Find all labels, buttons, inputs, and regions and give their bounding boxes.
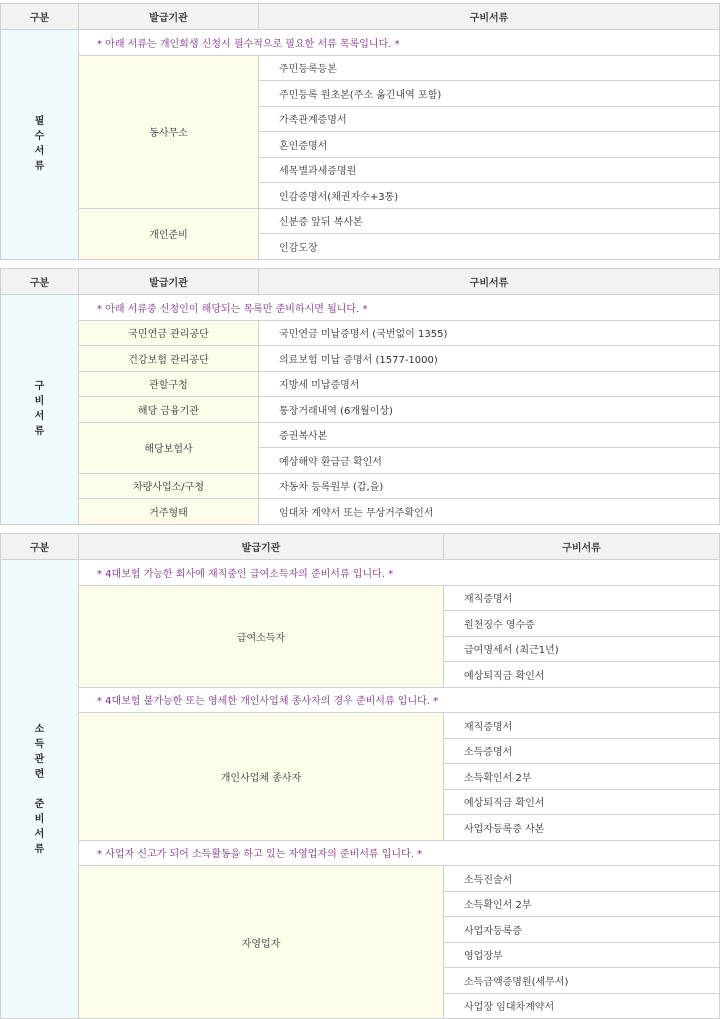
category-cell [1,295,79,525]
document-item: 주민등록등본 [259,55,720,81]
category-char: 관 [34,753,45,765]
income-documents-table [0,533,720,1019]
document-item: 재직증명서 [444,713,720,739]
document-item: 예상퇴직금 확인서 [444,662,720,688]
document-item: 예상해약 환급금 확인서 [259,448,720,474]
header-agency: 발급기관 [79,4,259,30]
section-note: * 아래 서류중 신청인이 해당되는 목록만 준비하시면 됩니다. * [79,295,720,321]
document-item: 영업장부 [444,942,720,968]
section-note: * 4대보험 불가능한 또는 영세한 개인사업체 종사자의 경우 준비서류 입니다. * [79,687,720,713]
document-item: 신분증 앞뒤 복사본 [259,208,720,234]
document-item: 소득확인서 2부 [444,764,720,790]
document-item: 소득진술서 [444,866,720,892]
optional-documents-table [0,268,720,525]
category-char: 서 [34,828,45,840]
header-agency: 발급기관 [79,534,444,560]
category-char: 비 [34,813,45,825]
header-category: 구분 [1,534,79,560]
category-char: 필 [34,116,45,128]
category-cell [1,560,79,1019]
agency-cell: 개인준비 [79,208,259,259]
section-note: * 4대보험 가능한 회사에 재직중인 급여소득자의 준비서류 입니다. * [79,560,720,586]
document-item: 주민등록 원초본(주소 옮긴내역 포함) [259,81,720,107]
category-char: 준 [34,798,45,810]
agency-cell: 개인사업체 종사자 [79,713,444,841]
document-item: 임대차 계약서 또는 무상거주확인서 [259,499,720,525]
document-item: 자동차 등록원부 (갑,을) [259,473,720,499]
agency-cell: 해당보험사 [79,422,259,473]
section-note: * 아래 서류는 개인회생 신청시 필수적으로 필요한 서류 목록입니다. * [79,30,720,56]
agency-cell: 건강보험 관리공단 [79,346,259,372]
agency-cell: 차량사업소/구청 [79,473,259,499]
document-item: 가족관계증명서 [259,106,720,132]
required-documents-table [0,3,720,260]
document-item: 국민연금 미납증명서 (국번없이 1355) [259,320,720,346]
document-item: 급여명세서 (최근1년) [444,636,720,662]
category-char: 비 [34,396,45,408]
category-char: 득 [34,738,45,750]
category-char: 련 [34,768,45,780]
header-category: 구분 [1,4,79,30]
agency-cell: 거주형태 [79,499,259,525]
category-char: 구 [34,381,45,393]
document-item: 사업자등록증 [444,917,720,943]
document-item: 원천징수 영수증 [444,611,720,637]
category-char: 소 [34,723,45,735]
document-item: 예상퇴직금 확인서 [444,789,720,815]
document-item: 재직증명서 [444,585,720,611]
document-item: 통장거래내역 (6개월이상) [259,397,720,423]
document-item: 혼인증명서 [259,132,720,158]
section-note: * 사업자 신고가 되어 소득활동을 하고 있는 자영업자의 준비서류 입니다. * [79,840,720,866]
category-char: 류 [34,161,45,173]
category-char: 서 [34,411,45,423]
document-item: 인감증명서(채권자수+3통) [259,183,720,209]
document-item: 사업자등록증 사본 [444,815,720,841]
agency-cell: 자영업자 [79,866,444,1019]
document-item: 의료보험 미납 증명서 (1577-1000) [259,346,720,372]
category-char: 수 [34,131,45,143]
document-item: 세목별과세증명원 [259,157,720,183]
agency-cell: 동사무소 [79,55,259,208]
document-item: 소득확인서 2부 [444,891,720,917]
category-char: 류 [34,426,45,438]
document-item: 소득증명서 [444,738,720,764]
agency-cell: 급여소득자 [79,585,444,687]
category-char: 서 [34,146,45,158]
header-agency: 발급기관 [79,269,259,295]
header-documents: 구비서류 [444,534,720,560]
document-item: 증권복사본 [259,422,720,448]
category-cell [1,30,79,260]
category-char: 류 [34,843,45,855]
document-item: 사업장 임대차계약서 [444,993,720,1019]
document-item: 지방세 미납증명서 [259,371,720,397]
header-category: 구분 [1,269,79,295]
document-item: 소득금액증명원(세무서) [444,968,720,994]
agency-cell: 관할구청 [79,371,259,397]
header-documents: 구비서류 [259,4,720,30]
document-item: 인감도장 [259,234,720,260]
agency-cell: 해당 금융기관 [79,397,259,423]
header-documents: 구비서류 [259,269,720,295]
agency-cell: 국민연금 관리공단 [79,320,259,346]
